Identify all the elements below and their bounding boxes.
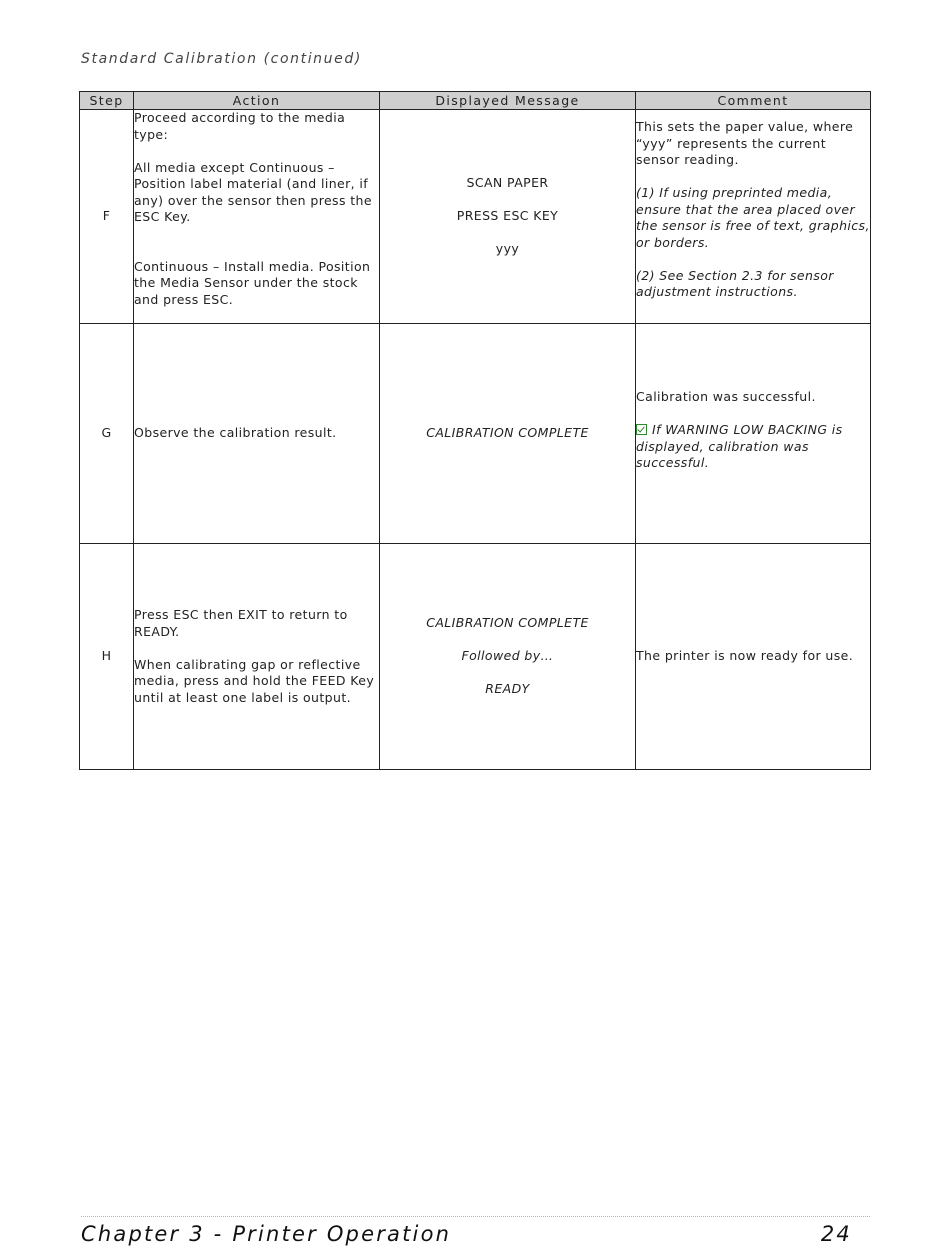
action-text: When calibrating gap or reflective media, press and hold the FEED Key until at least one label is output.: [134, 656, 375, 705]
comment-note: [636, 422, 870, 472]
action-text: Proceed according to the media type:: [134, 110, 346, 142]
action-text: All media except Continuous – Position label material (and liner, if any) over the sensor then press the ESC Key.: [134, 159, 372, 224]
comment-note-text: If WARNING LOW BACKING is displayed, calibration was successful.: [636, 422, 843, 471]
header-action: Action: [134, 92, 380, 110]
action-cell: [134, 544, 380, 770]
table-row: [80, 324, 871, 544]
action-text: Observe the calibration result.: [134, 425, 337, 441]
message-line: yyy: [495, 241, 520, 257]
footer-chapter-title: Chapter 3 - Printer Operation: [81, 1222, 452, 1246]
comment-text: Calibration was successful.: [636, 389, 816, 405]
message-line: SCAN PAPER: [466, 175, 549, 191]
step-cell: H: [80, 544, 134, 770]
footer-page-number: 24: [820, 1222, 852, 1246]
checkbox-icon: [636, 424, 647, 435]
step-cell: G: [80, 324, 134, 544]
comment-note: (1) If using preprinted media, ensure that the area placed over the sensor is free of text, graphics, or borders.: [636, 185, 870, 250]
message-cell: [380, 110, 636, 324]
comment-cell: [636, 324, 871, 544]
message-line: CALIBRATION COMPLETE: [426, 425, 589, 441]
action-text: Continuous – Install media. Position the Media Sensor under the stock and press ESC.: [134, 258, 371, 307]
action-text: Press ESC then EXIT to return to READY.: [134, 607, 348, 639]
header-step: Step: [80, 92, 134, 110]
message-line: Followed by…: [461, 648, 554, 664]
comment-note: (2) See Section 2.3 for sensor adjustment instructions.: [636, 267, 834, 299]
comment-text: The printer is now ready for use.: [636, 648, 854, 664]
step-cell: F: [80, 110, 134, 324]
comment-cell: [636, 110, 871, 324]
calibration-table: [79, 91, 871, 770]
comment-text: This sets the paper value, where “yyy” represents the current sensor reading.: [636, 119, 854, 167]
header-displayed-message: Displayed Message: [380, 92, 636, 110]
message-cell: [380, 544, 636, 770]
message-line: PRESS ESC KEY: [456, 208, 559, 224]
header-comment: Comment: [636, 92, 871, 110]
message-line: READY: [485, 681, 530, 697]
table-header-row: [80, 92, 871, 110]
table-row: [80, 110, 871, 324]
footer-divider: [81, 1216, 870, 1217]
page-heading: Standard Calibration (continued): [81, 51, 362, 67]
message-line: CALIBRATION COMPLETE: [426, 615, 589, 631]
table-row: [80, 544, 871, 770]
action-cell: [134, 324, 380, 544]
message-cell: [380, 324, 636, 544]
action-cell: [134, 110, 380, 324]
comment-cell: [636, 544, 871, 770]
